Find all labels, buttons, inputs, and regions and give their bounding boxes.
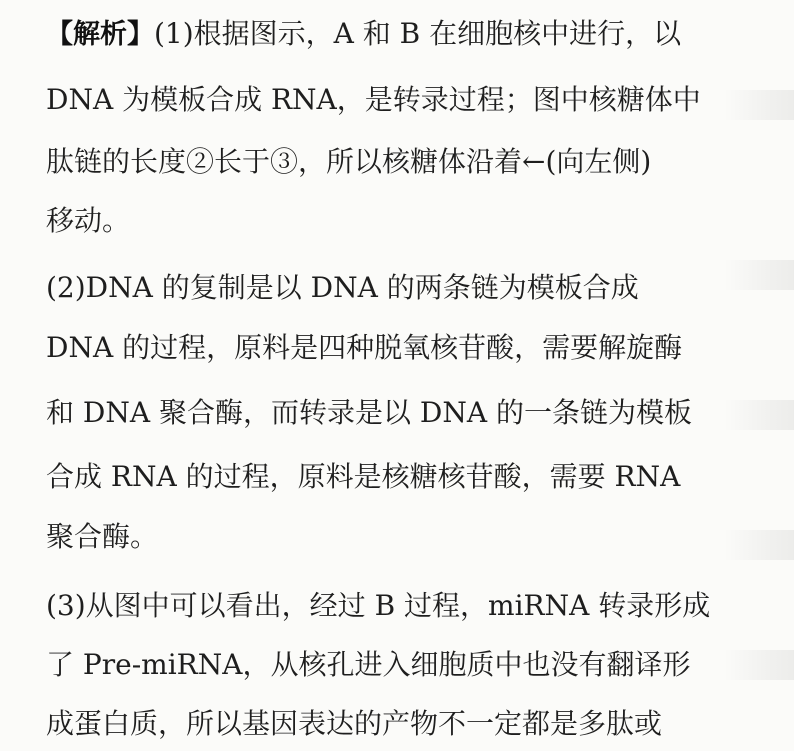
text-line-10: (3)从图中可以看出，经过 B 过程，miRNA 转录形成	[46, 589, 711, 622]
text-line-6: DNA 的过程，原料是四种脱氧核苷酸，需要解旋酶	[46, 331, 683, 364]
text-line-12: 成蛋白质，所以基因表达的产物不一定都是多肽或	[46, 707, 663, 740]
text-line-11: 了 Pre-miRNA，从核孔进入细胞质中也没有翻译形	[46, 648, 691, 681]
text-line-8: 合成 RNA 的过程，原料是核糖核苷酸，需要 RNA	[46, 460, 681, 493]
text-line-9: 聚合酶。	[46, 520, 159, 553]
analysis-label: 【解析】	[46, 19, 154, 50]
text-line-2: DNA 为模板合成 RNA，是转录过程；图中核糖体中	[46, 83, 701, 116]
text-line-5: (2)DNA 的复制是以 DNA 的两条链为模板合成	[46, 271, 639, 304]
text-line-1	[46, 12, 746, 56]
text-line-4: 移动。	[46, 204, 131, 237]
text-line-3: 肽链的长度②长于③，所以核糖体沿着←(向左侧)	[46, 145, 652, 178]
text-line-7: 和 DNA 聚合酶，而转录是以 DNA 的一条链为模板	[46, 396, 692, 429]
text-line-1-body: (1)根据图示，A 和 B 在细胞核中进行，以	[154, 17, 682, 50]
